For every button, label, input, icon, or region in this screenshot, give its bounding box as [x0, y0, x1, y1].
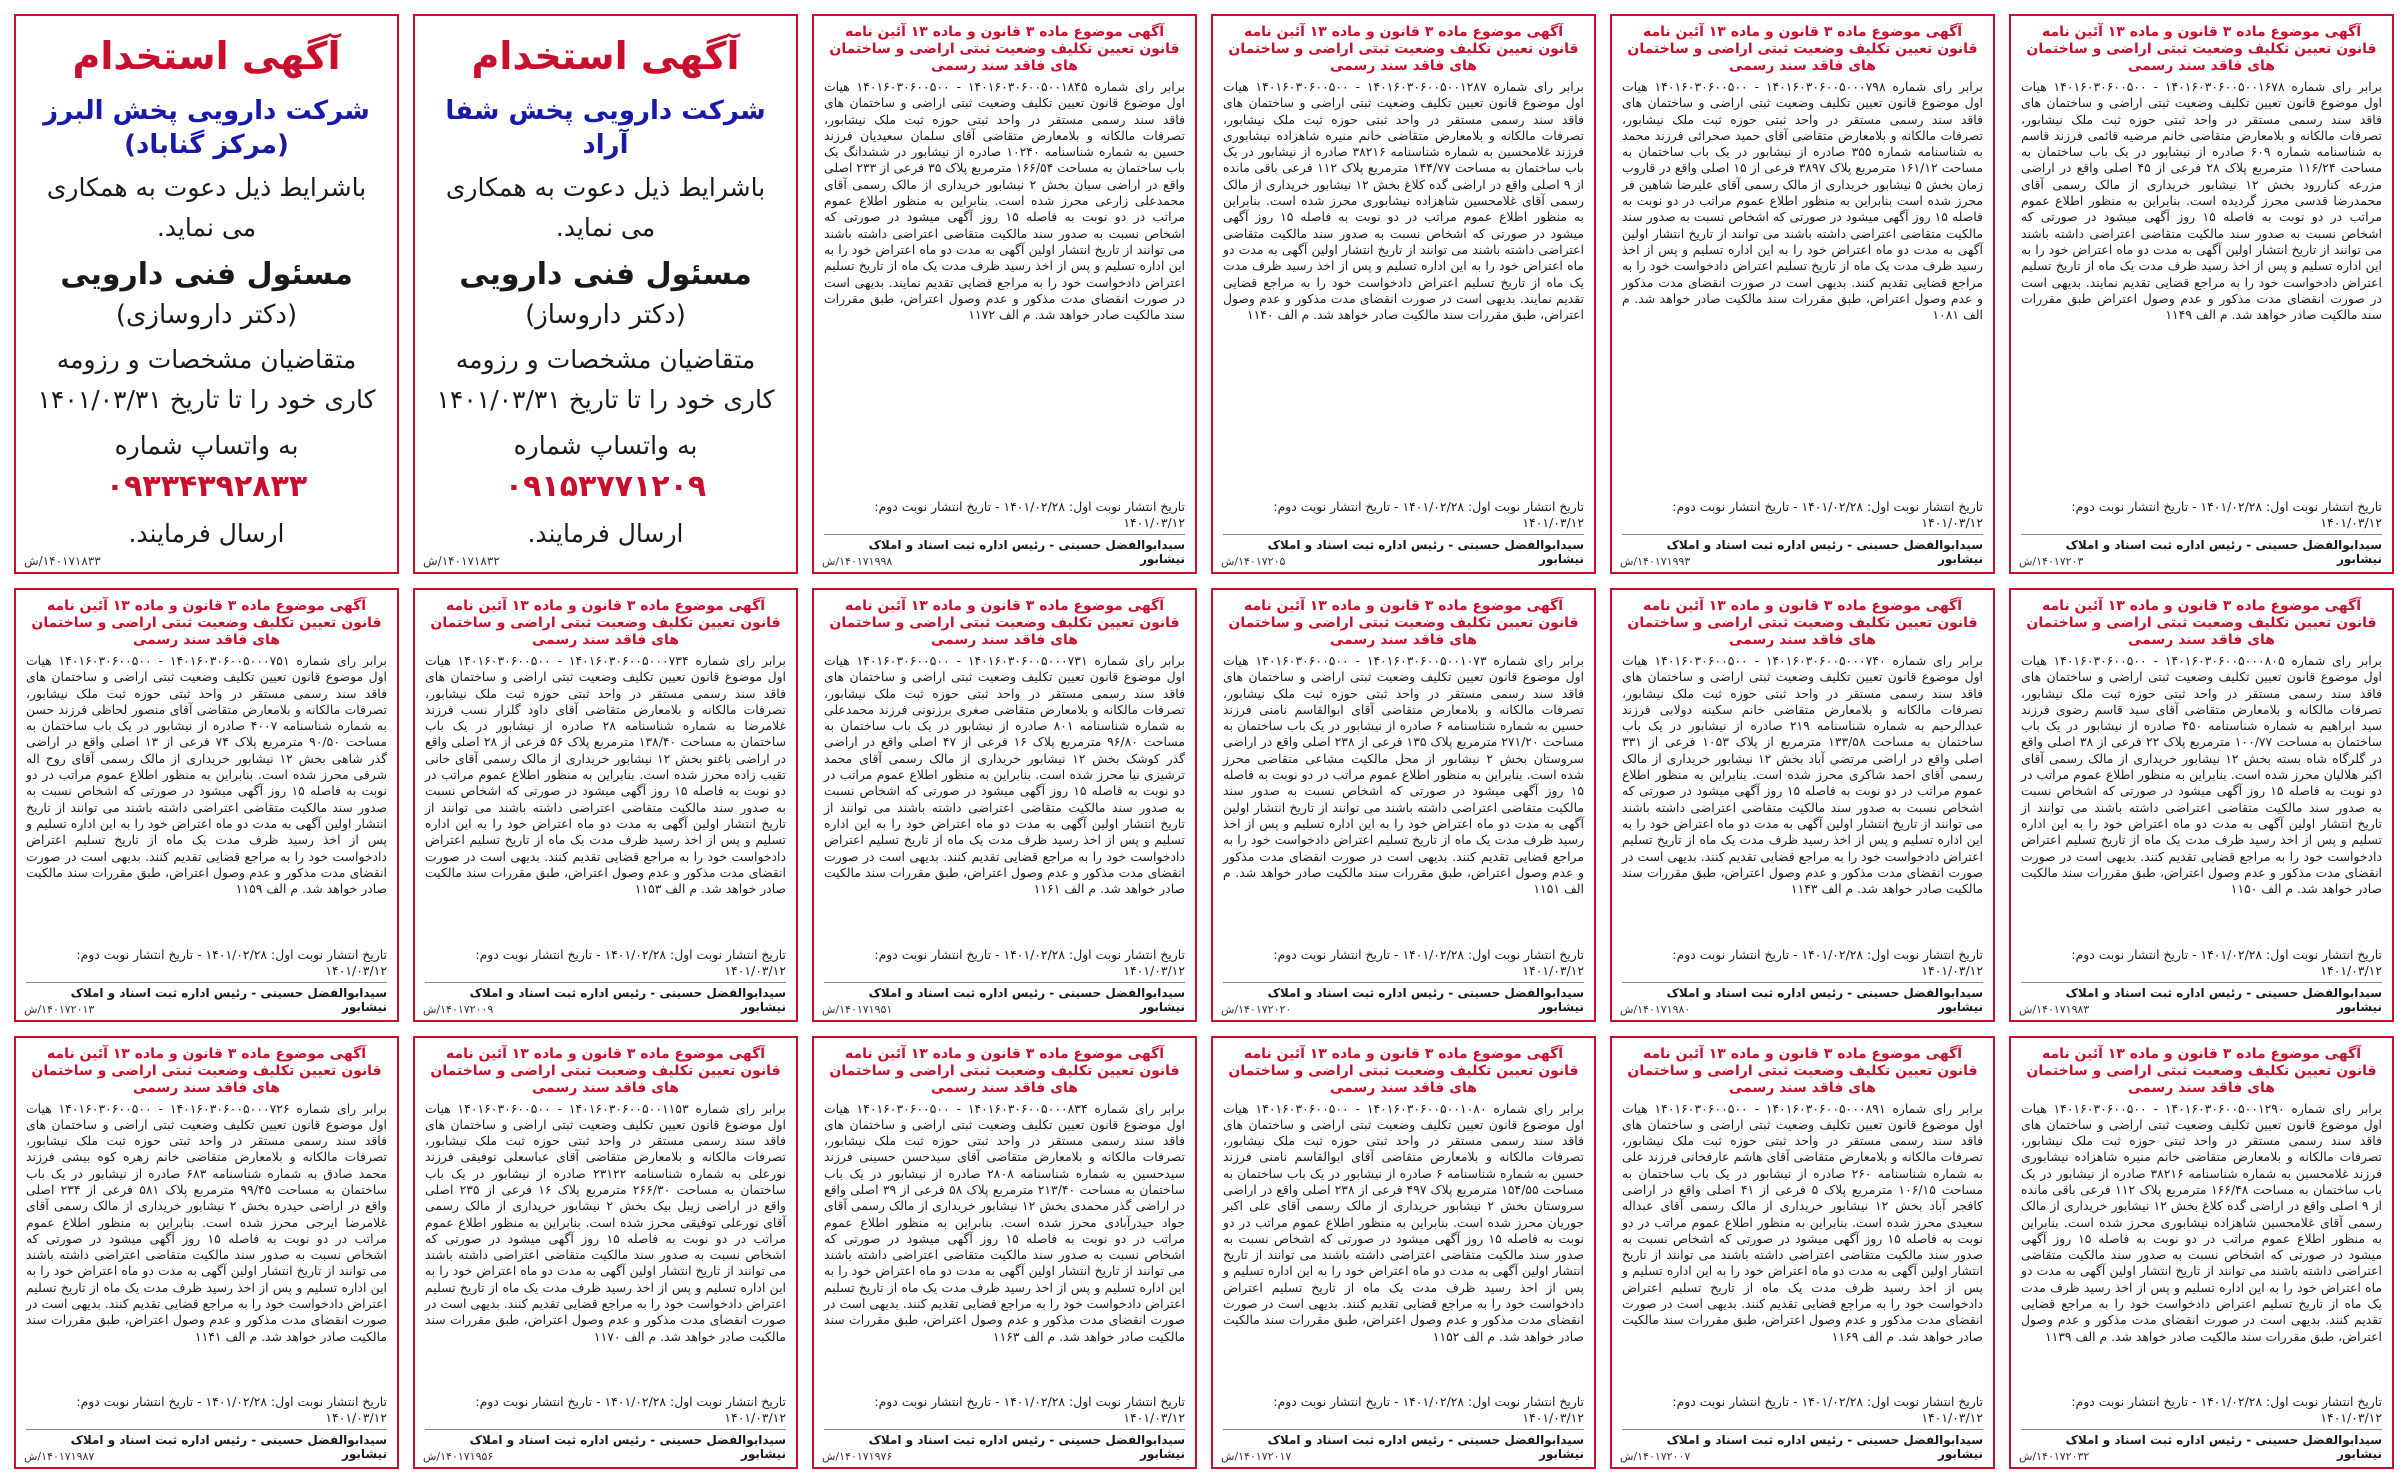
- company-name: شرکت دارویی پخش شفا آراد: [445, 96, 766, 160]
- publication-dates: تاریخ انتشار نوبت اول: ۱۴۰۱/۰۲/۲۸ - تاریخ انتشار نوبت دوم: ۱۴۰۱/۰۳/۱۲: [1273, 1394, 1584, 1425]
- notice-body: برابر رای شماره ۱۴۰۱۶۰۳۰۶۰۰۵۰۰۰۸۰۵ - ۱۴۰۱۶۰۳۰۶۰۰۵۰۰ هیات اول موضوع قانون تعیین تکلیف وضعیت ثبتی اراضی و ساختمان های فاقد سند رسمی مستقر در واحد ثبتی حوزه ثبت ملک نیشابور، تصرفات مالکانه و بلامعارض متقاضی آقای سید قاسم رضوی فرزند سید ابراهیم به شماره شناسنامه ۴۵۰ صادره از نیشابور در یک باب ساختمان به مساحت ۱۰۰/۷۷ مترمربع پلاک ۲۲ فرعی از ۳۸ اصلی واقع در گلرگاه شاه بسته بخش ۱۲ نیشابور خریداری از مالک رسمی آقای اکبر هلالیان محرز شده است. بنابراین به منظور اطلاع عموم مراتب در دو نوبت به فاصله ۱۵ روز آگهی میشود در صورتی که اشخاص نسبت به صدور سند مالکیت متقاضی اعتراضی داشته باشند می توانند از تاریخ انتشار اولین آگهی به مدت دو ماه اعتراض خود را به این اداره تسلیم و پس از اخذ رسید ظرف مدت یک ماه از تاریخ تسلیم اعتراض دادخواست خود را به مراجع قضایی تقدیم کنند. بدیهی است در صورت انقضای مدت مذکور و عدم وصول اعتراض، طبق مقررات سند مالکیت صادر خواهد شد. م الف ۱۱۵۰: [2021, 653, 2383, 897]
- publication-dates: تاریخ انتشار نوبت اول: ۱۴۰۱/۰۲/۲۸ - تاریخ انتشار نوبت دوم: ۱۴۰۱/۰۳/۱۲: [874, 946, 1185, 978]
- publication-dates: تاریخ انتشار نوبت اول: ۱۴۰۱/۰۲/۲۸ - تاریخ انتشار نوبت دوم: ۱۴۰۱/۰۳/۱۲: [76, 1394, 387, 1425]
- ad-code: ۱۴۰۱۷۲۰۱۷/ش: [1221, 1450, 1292, 1463]
- legal-notice: [1610, 588, 1995, 1022]
- notice-heading: آگهی موضوع ماده ۳ قانون و ماده ۱۳ آئین نامه قانون تعیین تکلیف وضعیت ثبتی اراضی و ساختمان های فاقد سند رسمی: [829, 598, 1180, 648]
- ad-code: ۱۴۰۱۷۱۹۷۶/ش: [822, 1450, 893, 1463]
- job-ad-title: آگهی استخدام: [471, 34, 740, 78]
- publication-dates: تاریخ انتشار نوبت اول: ۱۴۰۱/۰۲/۲۸ - تاریخ انتشار نوبت دوم: ۱۴۰۱/۰۳/۱۲: [1273, 499, 1584, 530]
- notice-heading: آگهی موضوع ماده ۳ قانون و ماده ۱۳ آئین نامه قانون تعیین تکلیف وضعیت ثبتی اراضی و ساختمان های فاقد سند رسمی: [1228, 24, 1579, 74]
- legal-notice: [1211, 1036, 1596, 1470]
- ad-code: ۱۴۰۱۷۲۰۳/ش: [2019, 555, 2084, 568]
- notice-signature: سیدابوالفضل حسینی - رئیس اداره ثبت اسناد و املاک نیشابور: [26, 1429, 387, 1461]
- ad-code: ۱۴۰۱۷۱۹۹۸/ش: [822, 555, 893, 568]
- ad-code: ۱۴۰۱۷۱۹۸۰/ش: [1620, 1002, 1691, 1016]
- invitation-text: باشرایط ذیل دعوت به همکاری می نماید.: [445, 173, 766, 242]
- ad-code: ۱۴۰۱۷۱۹۹۳/ش: [1620, 555, 1691, 568]
- ad-code: ۱۴۰۱۷۱۹۵۱/ش: [822, 1002, 893, 1016]
- deadline-text: متقاضیان مشخصات و رزومه کاری خود را تا تاریخ ۱۴۰۱/۰۳/۳۱: [436, 345, 775, 414]
- legal-notice: [1610, 1036, 1995, 1470]
- notice-signature: سیدابوالفضل حسینی - رئیس اداره ثبت اسناد و املاک نیشابور: [824, 982, 1185, 1014]
- notice-heading: آگهی موضوع ماده ۳ قانون و ماده ۱۳ آئین نامه قانون تعیین تکلیف وضعیت ثبتی اراضی و ساختمان های فاقد سند رسمی: [829, 1045, 1180, 1096]
- notice-signature: سیدابوالفضل حسینی - رئیس اداره ثبت اسناد و املاک نیشابور: [2021, 1429, 2382, 1461]
- publication-dates: تاریخ انتشار نوبت اول: ۱۴۰۱/۰۲/۲۸ - تاریخ انتشار نوبت دوم: ۱۴۰۱/۰۳/۱۲: [76, 946, 387, 978]
- legal-notice: [14, 588, 399, 1022]
- legal-notice: [1211, 588, 1596, 1022]
- ad-code: ۱۴۰۱۷۲۰۰۷/ش: [1620, 1450, 1691, 1463]
- notice-body: برابر رای شماره ۱۴۰۱۶۰۳۰۶۰۰۵۰۰۱۶۷۸ - ۱۴۰۱۶۰۳۰۶۰۰۵۰۰ هیات اول موضوع قانون تعیین تکلیف وضعیت ثبتی اراضی و ساختمان های فاقد سند رسمی مستقر در واحد ثبتی حوزه ثبت ملک نیشابور، تصرفات مالکانه و بلامعارض متقاضی خانم مرضیه قائمی فرزند قاسم به شناسنامه شماره ۶۰۹ صادره از نیشابور در یک باب ساختمان به مساحت ۱۱۶/۲۴ مترمربع پلاک ۲۸ فرعی از ۴۵ اصلی واقع در اراضی مزرعه کناررود بخش ۱۲ نیشابور خریداری از مالک رسمی آقای محمدرضا قدسی محرز گردیده است. بنابراین به منظور اطلاع عموم مراتب در دو نوبت به فاصله ۱۵ روز آگهی میشود در صورتی که اشخاص نسبت به صدور سند مالکیت متقاضی اعتراضی داشته باشند می توانند از تاریخ انتشار اولین آگهی به مدت دو ماه اعتراض خود را به این اداره تسلیم و پس از اخذ رسید ظرف مدت یک ماه از تاریخ تسلیم اعتراض دادخواست خود را به مراجع قضایی تقدیم نمایند. بدیهی است در صورت انقضای مدت مذکور و عدم وصول اعتراض طبق مقررات سند مالکیت صادر خواهد شد. م الف ۱۱۴۹: [2021, 79, 2383, 323]
- notice-signature: سیدابوالفضل حسینی - رئیس اداره ثبت اسناد و املاک نیشابور: [1223, 534, 1584, 566]
- notice-body: برابر رای شماره ۱۴۰۱۶۰۳۰۶۰۰۵۰۰۱۱۵۳ - ۱۴۰۱۶۰۳۰۶۰۰۵۰۰ هیات اول موضوع قانون تعیین تکلیف وضعیت ثبتی اراضی و ساختمان های فاقد سند رسمی مستقر در واحد ثبتی حوزه ثبت ملک نیشابور، تصرفات مالکانه و بلامعارض متقاضی آقای عباسعلی توفیقی فرزند نورعلی به شماره شناسنامه ۲۳۱۲۲ صادره از نیشابور در یک باب ساختمان به مساحت ۲۶۶/۳۰ مترمربع پلاک ۱۶ فرعی از ۲۳۵ اصلی واقع در اراضی زیبل بیک بخش ۲ نیشابور خریداری از مالک رسمی آقای نورعلی توفیقی محرز شده است. بنابراین به منظور اطلاع عموم مراتب در دو نوبت به فاصله ۱۵ روز آگهی میشود در صورتی که اشخاص نسبت به صدور سند مالکیت متقاضی اعتراضی داشته باشند می توانند از تاریخ انتشار اولین آگهی به مدت دو ماه اعتراض خود را به این اداره تسلیم و پس از اخذ رسید ظرف مدت یک ماه از تاریخ تسلیم اعتراض دادخواست خود را به مراجع قضایی تقدیم کنند. بدیهی است در صورت انقضای مدت مذکور و عدم وصول اعتراض، طبق مقررات سند مالکیت صادر خواهد شد. م الف ۱۱۷۰: [425, 1100, 787, 1344]
- notice-heading: آگهی موضوع ماده ۳ قانون و ماده ۱۳ آئین نامه قانون تعیین تکلیف وضعیت ثبتی اراضی و ساختمان های فاقد سند رسمی: [430, 1045, 781, 1096]
- publication-dates: تاریخ انتشار نوبت اول: ۱۴۰۱/۰۲/۲۸ - تاریخ انتشار نوبت دوم: ۱۴۰۱/۰۳/۱۲: [874, 499, 1185, 530]
- legal-notice: [14, 1036, 399, 1470]
- position-title: مسئول فنی دارویی: [60, 257, 353, 292]
- notice-signature: سیدابوالفضل حسینی - رئیس اداره ثبت اسناد و املاک نیشابور: [1622, 534, 1983, 566]
- whatsapp-text: به واتساپ شماره: [114, 431, 299, 460]
- publication-dates: تاریخ انتشار نوبت اول: ۱۴۰۱/۰۲/۲۸ - تاریخ انتشار نوبت دوم: ۱۴۰۱/۰۳/۱۲: [2071, 1394, 2382, 1425]
- notice-heading: آگهی موضوع ماده ۳ قانون و ماده ۱۳ آئین نامه قانون تعیین تکلیف وضعیت ثبتی اراضی و ساختمان های فاقد سند رسمی: [1627, 1045, 1978, 1096]
- legal-notice: [2009, 1036, 2394, 1470]
- notice-body: برابر رای شماره ۱۴۰۱۶۰۳۰۶۰۰۵۰۰۰۸۹۱ - ۱۴۰۱۶۰۳۰۶۰۰۵۰۰ هیات اول موضوع قانون تعیین تکلیف وضعیت ثبتی اراضی و ساختمان های فاقد سند رسمی مستقر در واحد ثبتی حوزه ثبت ملک نیشابور، تصرفات مالکانه و بلامعارض متقاضی آقای هاشم عارفخانی فرزند علی به شماره شناسنامه ۲۶۰ صادره از نیشابور در یک باب ساختمان به مساحت ۱۰۶/۱۵ مترمربع پلاک ۵ فرعی از ۴۱ اصلی واقع در اراضی کافجر آباد بخش ۱۲ نیشابور خریداری از مالک رسمی آقای عبداله سعیدی محرز شده است. بنابراین به منظور اطلاع عموم مراتب در دو نوبت به فاصله ۱۵ روز آگهی میشود در صورتی که اشخاص نسبت به صدور سند مالکیت متقاضی اعتراضی داشته باشند می توانند از تاریخ انتشار اولین آگهی به مدت دو ماه اعتراض خود را به این اداره تسلیم و پس از اخذ رسید ظرف مدت یک ماه از تاریخ تسلیم اعتراض دادخواست خود را به مراجع قضایی تقدیم کنند. بدیهی است در صورت انقضای مدت مذکور و عدم وصول اعتراض، طبق مقررات سند مالکیت صادر خواهد شد. م الف ۱۱۶۹: [1622, 1100, 1984, 1344]
- notice-signature: سیدابوالفضل حسینی - رئیس اداره ثبت اسناد و املاک نیشابور: [1223, 982, 1584, 1014]
- job-ad: [413, 14, 798, 574]
- legal-notice: [812, 14, 1197, 574]
- notice-body: برابر رای شماره ۱۴۰۱۶۰۳۰۶۰۰۵۰۰۰۷۳۱ - ۱۴۰۱۶۰۳۰۶۰۰۵۰۰ هیات اول موضوع قانون تعیین تکلیف وضعیت ثبتی اراضی و ساختمان های فاقد سند رسمی مستقر در واحد ثبتی حوزه ثبت ملک نیشابور، تصرفات مالکانه و بلامعارض متقاضی صغری برزنونی فرزند محمدعلی به شماره شناسنامه ۸۰۱ صادره از نیشابور در یک باب ساختمان به مساحت ۹۶/۸۰ مترمربع پلاک ۱۶ فرعی از ۴۷ اصلی واقع در اراضی گذر کوشک بخش ۱۲ نیشابور خریداری از مالک رسمی آقای محمد ترشیزی نیا محرز شده است. بنابراین به منظور اطلاع عموم مراتب در دو نوبت به فاصله ۱۵ روز آگهی میشود در صورتی که اشخاص نسبت به صدور سند مالکیت متقاضی اعتراضی داشته باشند می توانند از تاریخ انتشار اولین آگهی به مدت دو ماه اعتراض خود را به این اداره تسلیم و پس از اخذ رسید ظرف مدت یک ماه از تاریخ تسلیم اعتراض دادخواست خود را به مراجع قضایی تقدیم کنند. بدیهی است در صورت انقضای مدت مذکور و عدم وصول اعتراض، طبق مقررات سند مالکیت صادر خواهد شد. م الف ۱۱۶۱: [824, 653, 1186, 897]
- notice-heading: آگهی موضوع ماده ۳ قانون و ماده ۱۳ آئین نامه قانون تعیین تکلیف وضعیت ثبتی اراضی و ساختمان های فاقد سند رسمی: [2026, 598, 2377, 648]
- notice-heading: آگهی موضوع ماده ۳ قانون و ماده ۱۳ آئین نامه قانون تعیین تکلیف وضعیت ثبتی اراضی و ساختمان های فاقد سند رسمی: [2026, 1045, 2377, 1096]
- phone-number: ۰۹۱۵۳۷۷۱۲۰۹: [504, 469, 707, 504]
- notice-body: برابر رای شماره ۱۴۰۱۶۰۳۰۶۰۰۵۰۰۰۷۹۸ - ۱۴۰۱۶۰۳۰۶۰۰۵۰۰ هیات اول موضوع قانون تعیین تکلیف وضعیت ثبتی اراضی و ساختمان های فاقد سند رسمی مستقر در واحد ثبتی حوزه ثبت ملک نیشابور، تصرفات مالکانه و بلامعارض متقاضی آقای حمید صحرائی فرزند محمد به شناسنامه شماره ۳۵۵ صادره از نیشابور در یک باب ساختمان به مساحت ۱۶۱/۱۲ مترمربع پلاک ۳۸۹۷ فرعی از ۱۵ اصلی واقع در قاروب زمان بخش ۵ نیشابور خریداری از مالک رسمی آقای علیرضا شاهین فر محرز شده است بنابراین به منظور اطلاع عموم مراتب در دو نوبت به فاصله ۱۵ روز آگهی میشود در صورتی که اشخاص نسبت به صدور سند مالکیت متقاضی اعتراضی داشته باشند می توانند از تاریخ انتشار اولین آگهی به مدت دو ماه اعتراض خود را به این اداره تسلیم و پس از اخذ رسید ظرف مدت یک ماه از تاریخ تسلیم اعتراض دادخواست خود را به مراجع قضایی تقدیم کنند. بدیهی است در صورت انقضای مدت مذکور و عدم وصول اعتراض، طبق مقررات سند مالکیت صادر خواهد شد. م الف ۱۰۸۱: [1622, 79, 1984, 323]
- legal-notice: [1211, 14, 1596, 574]
- notice-signature: سیدابوالفضل حسینی - رئیس اداره ثبت اسناد و املاک نیشابور: [26, 982, 387, 1014]
- notice-signature: سیدابوالفضل حسینی - رئیس اداره ثبت اسناد و املاک نیشابور: [1622, 982, 1983, 1014]
- position-title: مسئول فنی دارویی: [459, 257, 752, 292]
- whatsapp-text: به واتساپ شماره: [513, 431, 698, 460]
- publication-dates: تاریخ انتشار نوبت اول: ۱۴۰۱/۰۲/۲۸ - تاریخ انتشار نوبت دوم: ۱۴۰۱/۰۳/۱۲: [475, 946, 786, 978]
- legal-notice: [1610, 14, 1995, 574]
- notice-heading: آگهی موضوع ماده ۳ قانون و ماده ۱۳ آئین نامه قانون تعیین تکلیف وضعیت ثبتی اراضی و ساختمان های فاقد سند رسمی: [1228, 598, 1579, 648]
- notices-grid: [14, 14, 2394, 1469]
- notice-body: برابر رای شماره ۱۴۰۱۶۰۳۰۶۰۰۵۰۰۱۸۴۵ - ۱۴۰۱۶۰۳۰۶۰۰۵۰۰ هیات اول موضوع قانون تعیین تکلیف وضعیت ثبتی اراضی و ساختمان های فاقد سند رسمی مستقر در واحد ثبتی حوزه ثبت ملک نیشابور، تصرفات مالکانه و بلامعارض متقاضی آقای سلمان سعیدیان فرزند حسین به شماره شناسنامه ۱۰۲۴۰ صادره از نیشابور در ششدانگ یک باب ساختمان به مساحت ۱۶۶/۵۴ مترمربع پلاک ۳۵ فرعی از ۲۳۳ اصلی واقع در اراضی سیان بخش ۲ نیشابور خریداری از مالک رسمی آقای محمدعلی زارعی محرز شده است. بنابراین به منظور اطلاع عموم مراتب در دو نوبت به فاصله ۱۵ روز آگهی میشود در صورتی که اشخاص نسبت به صدور سند مالکیت متقاضی اعتراضی داشته باشند می توانند از تاریخ انتشار اولین آگهی به مدت دو ماه اعتراض خود را به این اداره تسلیم و پس از اخذ رسید ظرف مدت یک ماه از تاریخ تسلیم اعتراض دادخواست خود را به مراجع قضایی تقدیم نمایند. بدیهی است در صورت انقضای مدت مذکور و عدم وصول اعتراض، طبق مقررات سند مالکیت صادر خواهد شد. م الف ۱۱۷۲: [824, 79, 1185, 323]
- publication-dates: تاریخ انتشار نوبت اول: ۱۴۰۱/۰۲/۲۸ - تاریخ انتشار نوبت دوم: ۱۴۰۱/۰۳/۱۲: [1672, 499, 1983, 530]
- position-subtitle: (دکتر داروساز): [525, 300, 686, 330]
- position-subtitle: (دکتر داروسازی): [115, 300, 298, 330]
- notice-body: برابر رای شماره ۱۴۰۱۶۰۳۰۶۰۰۵۰۰۱۰۸۰ - ۱۴۰۱۶۰۳۰۶۰۰۵۰۰ هیات اول موضوع قانون تعیین تکلیف وضعیت ثبتی اراضی و ساختمان های فاقد سند رسمی مستقر در واحد ثبتی حوزه ثبت ملک نیشابور، تصرفات مالکانه و بلامعارض متقاضی آقای ابوالقاسم نامنی فرزند حسین به شماره شناسنامه ۶ صادره از نیشابور در یک باب ساختمان به مساحت ۱۵۴/۵۵ مترمربع پلاک ۴۹۷ فرعی از ۲۳۸ اصلی واقع در اراضی سروستان بخش ۲ نیشابور خریداری از مالک رسمی آقای علی اکبر جوریان محرز شده است. بنابراین به منظور اطلاع عموم مراتب در دو نوبت به فاصله ۱۵ روز آگهی میشود در صورتی که اشخاص نسبت به صدور سند مالکیت متقاضی اعتراضی داشته باشند می توانند از تاریخ انتشار اولین آگهی به مدت دو ماه اعتراض خود را به این اداره تسلیم و پس از اخذ رسید ظرف مدت یک ماه از تاریخ تسلیم اعتراض دادخواست خود را به مراجع قضایی تقدیم کنند. بدیهی است در صورت انقضای مدت مذکور و عدم وصول اعتراض، طبق مقررات سند مالکیت صادر خواهد شد. م الف ۱۱۵۲: [1223, 1100, 1584, 1344]
- notice-signature: سیدابوالفضل حسینی - رئیس اداره ثبت اسناد و املاک نیشابور: [425, 982, 786, 1014]
- legal-notice: [812, 588, 1197, 1022]
- publication-dates: تاریخ انتشار نوبت اول: ۱۴۰۱/۰۲/۲۸ - تاریخ انتشار نوبت دوم: ۱۴۰۱/۰۳/۱۲: [475, 1394, 786, 1425]
- notice-body: برابر رای شماره ۱۴۰۱۶۰۳۰۶۰۰۵۰۰۱۲۸۷ - ۱۴۰۱۶۰۳۰۶۰۰۵۰۰ هیات اول موضوع قانون تعیین تکلیف وضعیت ثبتی اراضی و ساختمان های فاقد سند رسمی مستقر در واحد ثبتی حوزه ثبت ملک نیشابور، تصرفات مالکانه و بلامعارض متقاضی خانم منیره شاهزاده نیشابوری فرزند غلامحسین به شماره شناسنامه ۳۸۲۱۶ صادره از نیشابور در یک باب ساختمان به مساحت ۱۴۴/۷۷ مترمربع پلاک ۱۱۲ فرعی باقی مانده از ۹ اصلی واقع در اراضی گده کلاغ بخش ۱۲ نیشابور خریداری از مالک رسمی آقای غلامحسین شاهزاده نیشابوری محرز شده است. بنابراین به منظور اطلاع عموم مراتب در دو نوبت به فاصله ۱۵ روز آگهی میشود در صورتی که اشخاص نسبت به صدور سند مالکیت متقاضی اعتراضی داشته باشند می توانند از تاریخ انتشار اولین آگهی به مدت دو ماه اعتراض خود را به این اداره تسلیم و پس از اخذ رسید ظرف مدت یک ماه از تاریخ تسلیم اعتراض دادخواست خود را به مراجع قضایی تقدیم نمایند. بدیهی است در صورت انقضای مدت مذکور و عدم وصول اعتراض، طبق مقررات سند مالکیت صادر خواهد شد. م الف ۱۱۴۰: [1223, 79, 1584, 323]
- notice-body: برابر رای شماره ۱۴۰۱۶۰۳۰۶۰۰۵۰۰۰۷۲۶ - ۱۴۰۱۶۰۳۰۶۰۰۵۰۰ هیات اول موضوع قانون تعیین تکلیف وضعیت ثبتی اراضی و ساختمان های فاقد سند رسمی مستقر در واحد ثبتی حوزه ثبت ملک نیشابور، تصرفات مالکانه و بلامعارض متقاضی خانم زهره کوه بیشی فرزند محمد صادق به شماره شناسنامه ۶۸۳ صادره از نیشابور در یک باب ساختمان به مساحت ۹۹/۴۵ مترمربع پلاک ۵۸۱ فرعی از ۲۳۴ اصلی واقع در اراضی حیدره بخش ۲ نیشابور خریداری از مالک رسمی آقای غلامرضا ایرجی محرز شده است. بنابراین به منظور اطلاع عموم مراتب در دو نوبت به فاصله ۱۵ روز آگهی میشود در صورتی که اشخاص نسبت به صدور سند مالکیت متقاضی اعتراضی داشته باشند می توانند از تاریخ انتشار اولین آگهی به مدت دو ماه اعتراض خود را به این اداره تسلیم و پس از اخذ رسید ظرف مدت یک ماه از تاریخ تسلیم اعتراض دادخواست خود را به مراجع قضایی تقدیم کنند. بدیهی است در صورت انقضای مدت مذکور و عدم وصول اعتراض، طبق مقررات سند مالکیت صادر خواهد شد. م الف ۱۱۴۱: [26, 1100, 387, 1344]
- publication-dates: تاریخ انتشار نوبت اول: ۱۴۰۱/۰۲/۲۸ - تاریخ انتشار نوبت دوم: ۱۴۰۱/۰۳/۱۲: [1672, 1394, 1983, 1425]
- notice-signature: سیدابوالفضل حسینی - رئیس اداره ثبت اسناد و املاک نیشابور: [824, 1429, 1185, 1461]
- notice-body: برابر رای شماره ۱۴۰۱۶۰۳۰۶۰۰۵۰۰۰۸۳۴ - ۱۴۰۱۶۰۳۰۶۰۰۵۰۰ هیات اول موضوع قانون تعیین تکلیف وضعیت ثبتی اراضی و ساختمان های فاقد سند رسمی مستقر در واحد ثبتی حوزه ثبت ملک نیشابور، تصرفات مالکانه و بلامعارض متقاضی آقای سیدحسن حسینی فرزند سیدحسین به شماره شناسنامه ۲۸۰۸ صادره از نیشابور در یک باب ساختمان به مساحت ۲۱۳/۴۰ مترمربع پلاک ۵۸ فرعی از ۳۹ اصلی واقع در اراضی گذر محمدی بخش ۱۲ نیشابور خریداری از مالک رسمی آقای جواد حیدرآبادی محرز شده است. بنابراین به منظور اطلاع عموم مراتب در دو نوبت به فاصله ۱۵ روز آگهی میشود در صورتی که اشخاص نسبت به صدور سند مالکیت متقاضی اعتراضی داشته باشند می توانند از تاریخ انتشار اولین آگهی به مدت دو ماه اعتراض خود را به این اداره تسلیم و پس از اخذ رسید ظرف مدت یک ماه از تاریخ تسلیم اعتراض دادخواست خود را به مراجع قضایی تقدیم کنند. بدیهی است در صورت انقضای مدت مذکور و عدم وصول اعتراض، طبق مقررات سند مالکیت صادر خواهد شد. م الف ۱۱۶۳: [824, 1100, 1185, 1344]
- notice-heading: آگهی موضوع ماده ۳ قانون و ماده ۱۳ آئین نامه قانون تعیین تکلیف وضعیت ثبتی اراضی و ساختمان های فاقد سند رسمی: [31, 1045, 382, 1096]
- publication-dates: تاریخ انتشار نوبت اول: ۱۴۰۱/۰۲/۲۸ - تاریخ انتشار نوبت دوم: ۱۴۰۱/۰۳/۱۲: [1273, 946, 1584, 978]
- notice-body: برابر رای شماره ۱۴۰۱۶۰۳۰۶۰۰۵۰۰۱۰۷۳ - ۱۴۰۱۶۰۳۰۶۰۰۵۰۰ هیات اول موضوع قانون تعیین تکلیف وضعیت ثبتی اراضی و ساختمان های فاقد سند رسمی مستقر در واحد ثبتی حوزه ثبت ملک نیشابور، تصرفات مالکانه و بلامعارض متقاضی آقای ابوالقاسم نامنی فرزند حسین به شماره شناسنامه ۶ صادره از نیشابور در یک باب ساختمان به مساحت ۲۷۱/۲۰ مترمربع پلاک ۱۳۵ فرعی از ۲۳۸ اصلی واقع در اراضی سروستان بخش ۲ نیشابور از محل مالکیت مشاعی متقاضی محرز شده است. بنابراین به منظور اطلاع عموم مراتب در دو نوبت به فاصله ۱۵ روز آگهی میشود در صورتی که اشخاص نسبت به صدور سند مالکیت متقاضی اعتراضی داشته باشند می توانند از تاریخ انتشار اولین آگهی به مدت دو ماه اعتراض خود را به این اداره تسلیم و پس از اخذ رسید ظرف مدت یک ماه از تاریخ تسلیم اعتراض دادخواست خود را به مراجع قضایی تقدیم کنند. بدیهی است در صورت انقضای مدت مذکور و عدم وصول اعتراض، طبق مقررات سند مالکیت صادر خواهد شد. م الف ۱۱۵۱: [1223, 653, 1584, 897]
- invitation-text: باشرایط ذیل دعوت به همکاری می نماید.: [46, 173, 367, 242]
- notice-heading: آگهی موضوع ماده ۳ قانون و ماده ۱۳ آئین نامه قانون تعیین تکلیف وضعیت ثبتی اراضی و ساختمان های فاقد سند رسمی: [31, 598, 382, 648]
- notice-signature: سیدابوالفضل حسینی - رئیس اداره ثبت اسناد و املاک نیشابور: [1622, 1429, 1983, 1461]
- notice-heading: آگهی موضوع ماده ۳ قانون و ماده ۱۳ آئین نامه قانون تعیین تکلیف وضعیت ثبتی اراضی و ساختمان های فاقد سند رسمی: [1228, 1045, 1579, 1096]
- notice-heading: آگهی موضوع ماده ۳ قانون و ماده ۱۳ آئین نامه قانون تعیین تکلیف وضعیت ثبتی اراضی و ساختمان های فاقد سند رسمی: [1627, 24, 1978, 74]
- notice-heading: آگهی موضوع ماده ۳ قانون و ماده ۱۳ آئین نامه قانون تعیین تکلیف وضعیت ثبتی اراضی و ساختمان های فاقد سند رسمی: [1627, 598, 1978, 648]
- phone-number: ۰۹۳۳۴۳۹۲۸۳۳: [105, 469, 308, 504]
- legal-notice: [2009, 588, 2394, 1022]
- send-text: ارسال فرمایند.: [527, 519, 684, 548]
- notice-signature: سیدابوالفضل حسینی - رئیس اداره ثبت اسناد و املاک نیشابور: [2021, 534, 2382, 566]
- ad-code: ۱۴۰۱۷۲۰۲۰/ش: [1221, 1002, 1292, 1016]
- notice-heading: آگهی موضوع ماده ۳ قانون و ماده ۱۳ آئین نامه قانون تعیین تکلیف وضعیت ثبتی اراضی و ساختمان های فاقد سند رسمی: [829, 24, 1180, 74]
- ad-code: ۱۴۰۱۷۲۰۱۳/ش: [24, 1002, 95, 1016]
- ad-code: ۱۴۰۱۷۱۹۸۳/ش: [2019, 1002, 2090, 1016]
- legal-notice: [2009, 14, 2394, 574]
- legal-notice: [413, 588, 798, 1022]
- publication-dates: تاریخ انتشار نوبت اول: ۱۴۰۱/۰۲/۲۸ - تاریخ انتشار نوبت دوم: ۱۴۰۱/۰۳/۱۲: [2071, 499, 2382, 530]
- publication-dates: تاریخ انتشار نوبت اول: ۱۴۰۱/۰۲/۲۸ - تاریخ انتشار نوبت دوم: ۱۴۰۱/۰۳/۱۲: [1672, 946, 1983, 978]
- notice-body: برابر رای شماره ۱۴۰۱۶۰۳۰۶۰۰۵۰۰۰۷۵۱ - ۱۴۰۱۶۰۳۰۶۰۰۵۰۰ هیات اول موضوع قانون تعیین تکلیف وضعیت ثبتی اراضی و ساختمان های فاقد سند رسمی مستقر در واحد ثبتی حوزه ثبت ملک نیشابور، تصرفات مالکانه و بلامعارض متقاضی آقای منصور لحاظی فرزند حسن به شماره شناسنامه ۴۰۰۷ صادره از نیشابور در یک باب ساختمان به مساحت ۹۰/۵۰ مترمربع پلاک ۷۴ فرعی از ۱۳ اصلی واقع در اراضی گذر شاهی بخش ۱۲ نیشابور خریداری از مالک رسمی آقای روح اله شرقی محرز شده است. بنابراین به منظور اطلاع عموم مراتب در دو نوبت به فاصله ۱۵ روز آگهی میشود در صورتی که اشخاص نسبت به صدور سند مالکیت متقاضی اعتراضی داشته باشند می توانند از تاریخ انتشار اولین آگهی به مدت دو ماه اعتراض خود را به این اداره تسلیم و پس از اخذ رسید ظرف مدت یک ماه از تاریخ تسلیم اعتراض دادخواست خود را به مراجع قضایی تقدیم کنند. بدیهی است در صورت انقضای مدت مذکور و عدم وصول اعتراض، طبق مقررات سند مالکیت صادر خواهد شد. م الف ۱۱۵۹: [26, 653, 388, 897]
- notice-signature: سیدابوالفضل حسینی - رئیس اداره ثبت اسناد و املاک نیشابور: [2021, 982, 2382, 1014]
- job-ad-title: آگهی استخدام: [72, 34, 341, 78]
- publication-dates: تاریخ انتشار نوبت اول: ۱۴۰۱/۰۲/۲۸ - تاریخ انتشار نوبت دوم: ۱۴۰۱/۰۳/۱۲: [874, 1394, 1185, 1425]
- notice-heading: آگهی موضوع ماده ۳ قانون و ماده ۱۳ آئین نامه قانون تعیین تکلیف وضعیت ثبتی اراضی و ساختمان های فاقد سند رسمی: [430, 598, 781, 648]
- deadline-text: متقاضیان مشخصات و رزومه کاری خود را تا تاریخ ۱۴۰۱/۰۳/۳۱: [37, 345, 376, 414]
- ad-code: ۱۴۰۱۷۱۸۳۲/ش: [423, 554, 500, 568]
- notice-body: برابر رای شماره ۱۴۰۱۶۰۳۰۶۰۰۵۰۰۰۷۴۰ - ۱۴۰۱۶۰۳۰۶۰۰۵۰۰ هیات اول موضوع قانون تعیین تکلیف وضعیت ثبتی اراضی و ساختمان های فاقد سند رسمی مستقر در واحد ثبتی حوزه ثبت ملک نیشابور، تصرفات مالکانه و بلامعارض متقاضی خانم سکینه دولابی فرزند عبدالرحیم به شماره شناسنامه ۲۱۹ صادره از نیشابور در یک باب ساختمان به مساحت ۱۳۳/۵۸ مترمربع از پلاک ۱۰۵۳ فرعی از ۳۳۱ اصلی واقع در اراضی مرتضی آباد بخش ۱۲ نیشابور خریداری از مالک رسمی آقای احمد شاکری محرز شده است. بنابراین به منظور اطلاع عموم مراتب در دو نوبت به فاصله ۱۵ روز آگهی میشود در صورتی که اشخاص نسبت به صدور سند مالکیت متقاضی اعتراضی داشته باشند می توانند از تاریخ انتشار اولین آگهی به مدت دو ماه اعتراض خود را به این اداره تسلیم و پس از اخذ رسید ظرف مدت یک ماه از تاریخ تسلیم اعتراض دادخواست خود را به مراجع قضایی تقدیم کنند. بدیهی است در صورت انقضای مدت مذکور و عدم وصول اعتراض، طبق مقررات سند مالکیت صادر خواهد شد. م الف ۱۱۴۳: [1622, 653, 1983, 897]
- ad-code: ۱۴۰۱۷۲۰۳۲/ش: [2019, 1450, 2090, 1463]
- ad-code: ۱۴۰۱۷۲۰۰۹/ش: [423, 1002, 494, 1016]
- notice-heading: آگهی موضوع ماده ۳ قانون و ماده ۱۳ آئین نامه قانون تعیین تکلیف وضعیت ثبتی اراضی و ساختمان های فاقد سند رسمی: [2026, 24, 2377, 74]
- ad-code: ۱۴۰۱۷۲۰۵/ش: [1221, 555, 1286, 568]
- notice-signature: سیدابوالفضل حسینی - رئیس اداره ثبت اسناد و املاک نیشابور: [425, 1429, 786, 1461]
- send-text: ارسال فرمایند.: [128, 519, 285, 548]
- job-ad: [14, 14, 399, 574]
- ad-code: ۱۴۰۱۷۱۸۳۳/ش: [24, 554, 101, 568]
- legal-notice: [812, 1036, 1197, 1470]
- publication-dates: تاریخ انتشار نوبت اول: ۱۴۰۱/۰۲/۲۸ - تاریخ انتشار نوبت دوم: ۱۴۰۱/۰۳/۱۲: [2071, 946, 2382, 978]
- notice-body: برابر رای شماره ۱۴۰۱۶۰۳۰۶۰۰۵۰۰۱۲۹۰ - ۱۴۰۱۶۰۳۰۶۰۰۵۰۰ هیات اول موضوع قانون تعیین تکلیف وضعیت ثبتی اراضی و ساختمان های فاقد سند رسمی مستقر در واحد ثبتی حوزه ثبت ملک نیشابور، تصرفات مالکانه و بلامعارض متقاضی خانم منیره شاهزاده نیشابوری فرزند غلامحسین به شماره شناسنامه ۳۸۲۱۶ صادره از نیشابور در یک باب ساختمان به مساحت ۱۶۶/۴۸ مترمربع پلاک ۱۱۲ فرعی باقی مانده از ۹ اصلی واقع در اراضی گده کلاغ بخش ۱۲ نیشابور خریداری از مالک رسمی آقای غلامحسین شاهزاده نیشابوری محرز شده است. بنابراین به منظور اطلاع عموم مراتب در دو نوبت به فاصله ۱۵ روز آگهی میشود در صورتی که اشخاص نسبت به صدور سند مالکیت متقاضی اعتراضی داشته باشند می توانند از تاریخ انتشار اولین آگهی به مدت دو ماه اعتراض خود را به این اداره تسلیم و پس از اخذ رسید ظرف مدت یک ماه از تاریخ تسلیم اعتراض دادخواست خود را به مراجع قضایی تقدیم کنند. بدیهی است در صورت انقضای مدت مذکور و عدم وصول اعتراض، طبق مقررات سند مالکیت صادر خواهد شد. م الف ۱۱۳۹: [2021, 1100, 2382, 1344]
- notice-signature: سیدابوالفضل حسینی - رئیس اداره ثبت اسناد و املاک نیشابور: [824, 534, 1185, 566]
- legal-notice: [413, 1036, 798, 1470]
- notice-signature: سیدابوالفضل حسینی - رئیس اداره ثبت اسناد و املاک نیشابور: [1223, 1429, 1584, 1461]
- notice-body: برابر رای شماره ۱۴۰۱۶۰۳۰۶۰۰۵۰۰۰۷۳۴ - ۱۴۰۱۶۰۳۰۶۰۰۵۰۰ هیات اول موضوع قانون تعیین تکلیف وضعیت ثبتی اراضی و ساختمان های فاقد سند رسمی مستقر در واحد ثبتی حوزه ثبت ملک نیشابور، تصرفات مالکانه و بلامعارض متقاضی آقای داود گلزار نسب فرزند غلامرضا به شماره شناسنامه ۲۸ صادره از نیشابور در یک باب ساختمان به مساحت ۱۳۸/۴۰ مترمربع پلاک ۵۶ فرعی از ۲۸ اصلی واقع در اراضی باغنو بخش ۱۲ نیشابور خریداری از مالک رسمی آقای خانی تقیب زاده محرز شده است. بنابراین به منظور اطلاع عموم مراتب در دو نوبت به فاصله ۱۵ روز آگهی میشود در صورتی که اشخاص نسبت به صدور سند مالکیت متقاضی اعتراضی داشته باشند می توانند از تاریخ انتشار اولین آگهی به مدت دو ماه اعتراض خود را به این اداره تسلیم و پس از اخذ رسید ظرف مدت یک ماه از تاریخ تسلیم اعتراض دادخواست خود را به مراجع قضایی تقدیم کنند. بدیهی است در صورت انقضای مدت مذکور و عدم وصول اعتراض، طبق مقررات سند مالکیت صادر خواهد شد. م الف ۱۱۵۳: [425, 653, 787, 897]
- ad-code: ۱۴۰۱۷۱۹۸۷/ش: [24, 1450, 95, 1463]
- company-name: شرکت دارویی پخش البرز (مرکز گناباد): [43, 96, 370, 160]
- ad-code: ۱۴۰۱۷۱۹۵۶/ش: [423, 1450, 494, 1463]
